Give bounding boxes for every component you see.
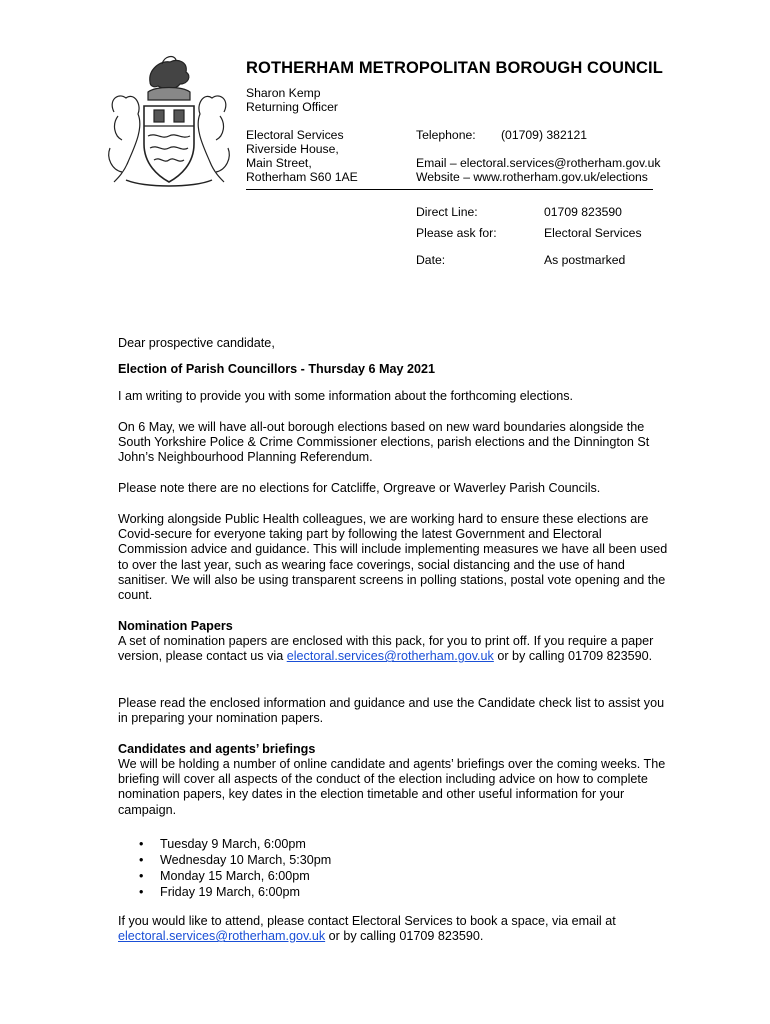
salutation: Dear prospective candidate, [118,336,275,350]
address-line-2: Riverside House, [246,142,339,156]
paragraph-intro: I am writing to provide you with some information about the forthcoming elections. [118,389,573,403]
attend-text-start: If you would like to attend, please contact Electoral Services to book a space, via email at [118,914,616,928]
briefing-dates-list [118,836,678,900]
council-crest-logo [104,52,234,188]
paragraph-elections: On 6 May, we will have all-out borough elections based on new ward boundaries alongside the South Yorkshire Police & Crime Commissioner elections, parish elections and the Dinnington St John’s Neighbourhood Planning Referendum. [118,420,650,465]
paragraph-guidance: Please read the enclosed information and guidance and use the Candidate check list to assist you in preparing your nomination papers. [118,696,665,726]
briefing-date-item: • Wednesday 10 March, 5:30pm [118,852,678,868]
date-label: Date: [416,253,446,267]
address-line-3: Main Street, [246,156,312,170]
address-line-4: Rotherham S60 1AE [246,170,358,184]
briefings-heading: Candidates and agents’ briefings [118,742,316,756]
header-divider [246,189,653,190]
officer-role: Returning Officer [246,100,338,114]
address-line-1: Electoral Services [246,128,344,142]
direct-line-value: 01709 823590 [544,205,622,219]
attend-text-end: or by calling 01709 823590. [325,929,484,944]
email-line: Email – electoral.services@rotherham.gov.uk [416,156,661,170]
crest-icon [104,52,234,188]
attend-email-link[interactable]: electoral.services@rotherham.gov.uk [118,929,326,944]
paragraph-attend [118,914,658,944]
ask-for-value: Electoral Services [544,226,642,240]
briefing-date-item: • Tuesday 9 March, 6:00pm [118,836,678,852]
website-line: Website – www.rotherham.gov.uk/elections [416,170,648,184]
telephone-label: Telephone: [416,128,476,142]
organisation-title: ROTHERHAM METROPOLITAN BOROUGH COUNCIL [246,59,663,77]
date-value: As postmarked [544,253,626,267]
briefing-date-item: • Monday 15 March, 6:00pm [118,868,678,884]
nomination-email-link[interactable]: electoral.services@rotherham.gov.uk [286,649,494,664]
paragraph-no-elections: Please note there are no elections for Catcliffe, Orgreave or Waverley Parish Councils. [118,481,601,495]
direct-line-label: Direct Line: [416,205,478,219]
nomination-heading: Nomination Papers [118,619,233,633]
letter-subject: Election of Parish Councillors - Thursday 6 May 2021 [118,362,436,376]
paragraph-nomination [118,634,658,664]
paragraph-briefings: We will be holding a number of online candidate and agents’ briefings over the coming weeks. The briefing will cover all aspects of the conduct of the election including advice on how to complete nomination papers, key dates in the election timetable and other useful information for your campaign. [118,757,666,817]
nomination-text-start: A set of nomination papers are enclosed with this pack, for you to print off. If you require a paper version, please contact us via [118,634,654,664]
ask-for-label: Please ask for: [416,226,497,240]
paragraph-covid: Working alongside Public Health colleagues, we are working hard to ensure these elections are Covid-secure for everyone taking part by following the latest Government and Electoral Commission advice and guidance. This will include implementing measures we have all been used to over the last year, such as wearing face coverings, social distancing and the use of hand sanitiser. We will also be using transparent screens in polling stations, postal vote opening and the count. [118,512,668,603]
telephone-value: (01709) 382121 [501,128,588,142]
officer-name: Sharon Kemp [246,86,321,100]
nomination-text-end: or by calling 01709 823590. [493,649,653,664]
briefing-date-item: • Friday 19 March, 6:00pm [118,884,678,900]
